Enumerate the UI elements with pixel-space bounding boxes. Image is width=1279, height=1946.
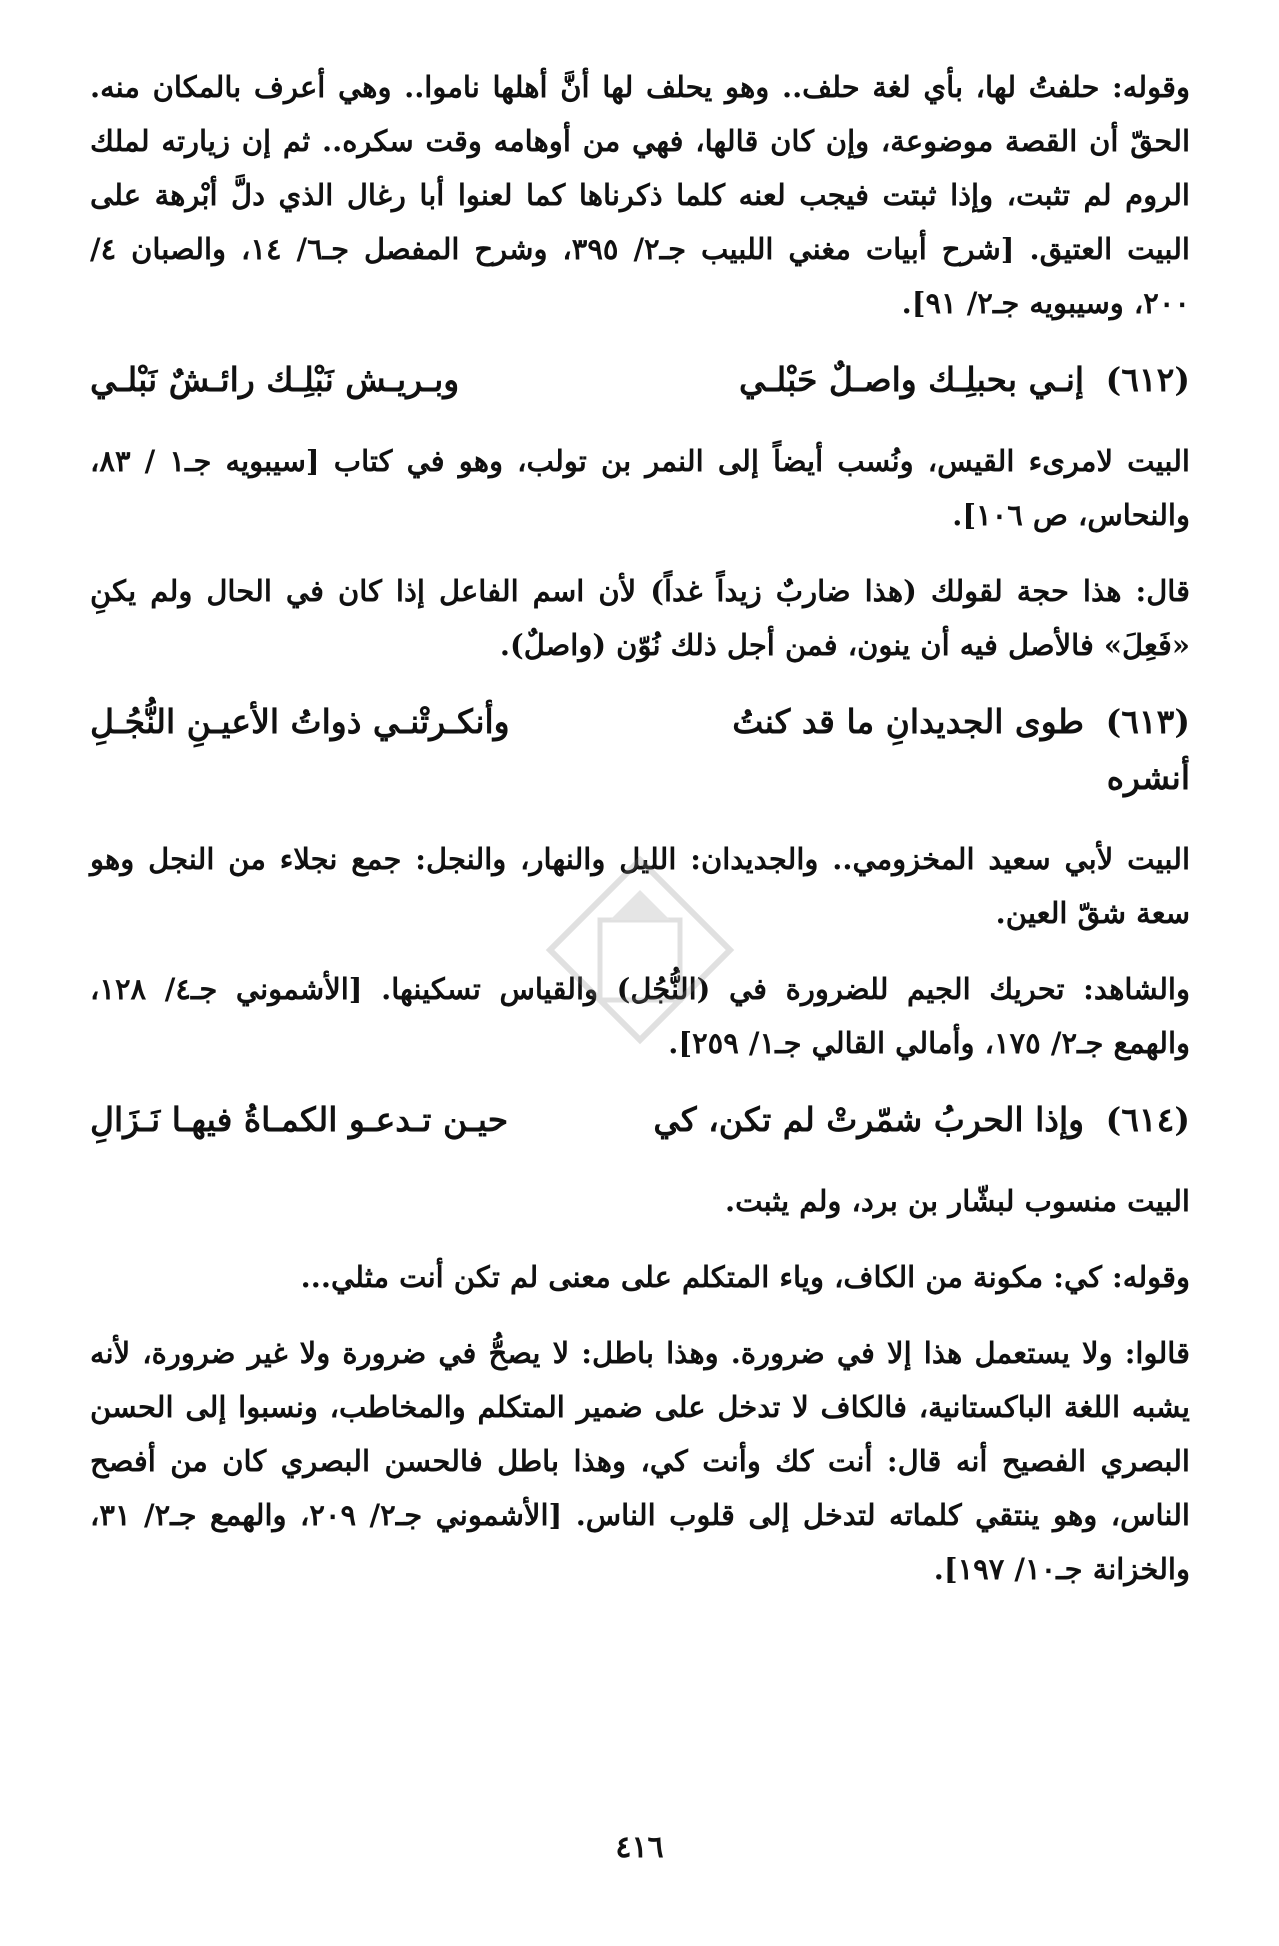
watermark-logo xyxy=(540,850,740,1050)
verse-614-hemistich-2: حيـن تـدعـو الكمـاةُ فيهـا نَـزَالِ xyxy=(90,1100,509,1139)
verse-612-hemistich-2: وبـريـش نَبْلِـك رائـشٌ نَبْلـي xyxy=(90,360,460,399)
verse-612 xyxy=(90,352,1190,408)
verse-613-first xyxy=(640,694,1190,806)
paragraph-top: وقوله: حلفتُ لها، بأي لغة حلف.. وهو يحلف لها أنَّ أهلها ناموا.. وهي أعرف بالمكان منه. الحقّ أن القصة موضوعة، وإن كان قالها، فهي من أوهامه وقت سكره.. ثم إن زيارته لملك الروم لم تثبت، وإذا ثبتت فيجب لعنه كلما ذكرناها كما لعنوا أبا رغال الذي دلَّ أبْرهة على البيت العتيق. [شرح أبيات مغني اللبيب جـ٢/ ٣٩٥، وشرح المفصل جـ٦/ ١٤، والصبان ٤/ ٢٠٠، وسيبويه جـ٢/ ٩١]. xyxy=(90,70,1190,320)
paragraph-614-a: البيت منسوب لبشّار بن برد، ولم يثبت. xyxy=(725,1184,1190,1218)
verse-612-hemistich-1: إنـي بحبلِـك واصـلٌ حَبْلـي xyxy=(738,360,1085,399)
verse-613-hemistich-1: طوى الجديدانِ ما قد كنتُ أنشره xyxy=(732,702,1190,797)
paragraph-614-c: قالوا: ولا يستعمل هذا إلا في ضرورة. وهذا باطل: لا يصحُّ في ضرورة ولا غير ضرورة، لأنه يشبه اللغة الباكستانية، فالكاف لا تدخل على ضمير المتكلم والمخاطب، ونسبوا إلى الحسن البصري الفصيح أنه قال: أنت كك وأنت كي، وهذا باطل فالحسن البصري كان من أفصح الناس، وهو ينتقي كلماته لتدخل إلى قلوب الناس. [الأشموني جـ٢/ ٢٠٩، والهمع جـ٢/ ٣١، والخزانة جـ١٠/ ١٩٧]. xyxy=(90,1336,1190,1586)
verse-614-first xyxy=(640,1092,1190,1148)
verse-612-number: (٦١٢) xyxy=(1105,360,1190,399)
paragraph-612-a: البيت لامرىء القيس، ونُسب أيضاً إلى النمر بن تولب، وهو في كتاب [سيبويه جـ١ / ٨٣، والنحاس، ص ١٠٦]. xyxy=(90,444,1190,532)
verse-614 xyxy=(90,1092,1190,1148)
paragraph-612-b: قال: هذا حجة لقولك (هذا ضاربٌ زيداً غداً) لأن اسم الفاعل إذا كان في الحال ولم يكنِ «فَعِلَ» فالأصل فيه أن ينون، فمن أجل ذلك نُوّن (واصلٌ). xyxy=(90,574,1190,662)
verse-613 xyxy=(90,694,1190,806)
verse-614-number: (٦١٤) xyxy=(1105,1100,1190,1139)
page-number: ٤١٦ xyxy=(615,1830,664,1865)
paragraph-614-b: وقوله: كي: مكونة من الكاف، وياء المتكلم على معنى لم تكن أنت مثلي... xyxy=(300,1260,1190,1294)
verse-612-first xyxy=(640,352,1190,408)
paragraph-613-b: والشاهد: تحريك الجيم للضرورة في (النُّجُل) والقياس تسكينها. [الأشموني جـ٤/ ١٢٨، والهمع جـ٢/ ١٧٥، وأمالي القالي جـ١/ ٢٥٩]. xyxy=(90,972,1190,1060)
verse-613-number: (٦١٣) xyxy=(1105,702,1190,741)
page-body xyxy=(90,60,1190,1618)
paragraph-613-a: البيت لأبي سعيد المخزومي.. والجديدان: الليل والنهار، والنجل: جمع نجلاء من النجل وهو سعة شقّ العين. xyxy=(90,842,1190,930)
verse-614-hemistich-1: وإذا الحربُ شمّرتْ لم تكن، كي xyxy=(653,1100,1085,1139)
verse-613-hemistich-2: وأنكـرتْنـي ذواتُ الأعيـنِ النُّجُـلِ xyxy=(90,702,510,741)
